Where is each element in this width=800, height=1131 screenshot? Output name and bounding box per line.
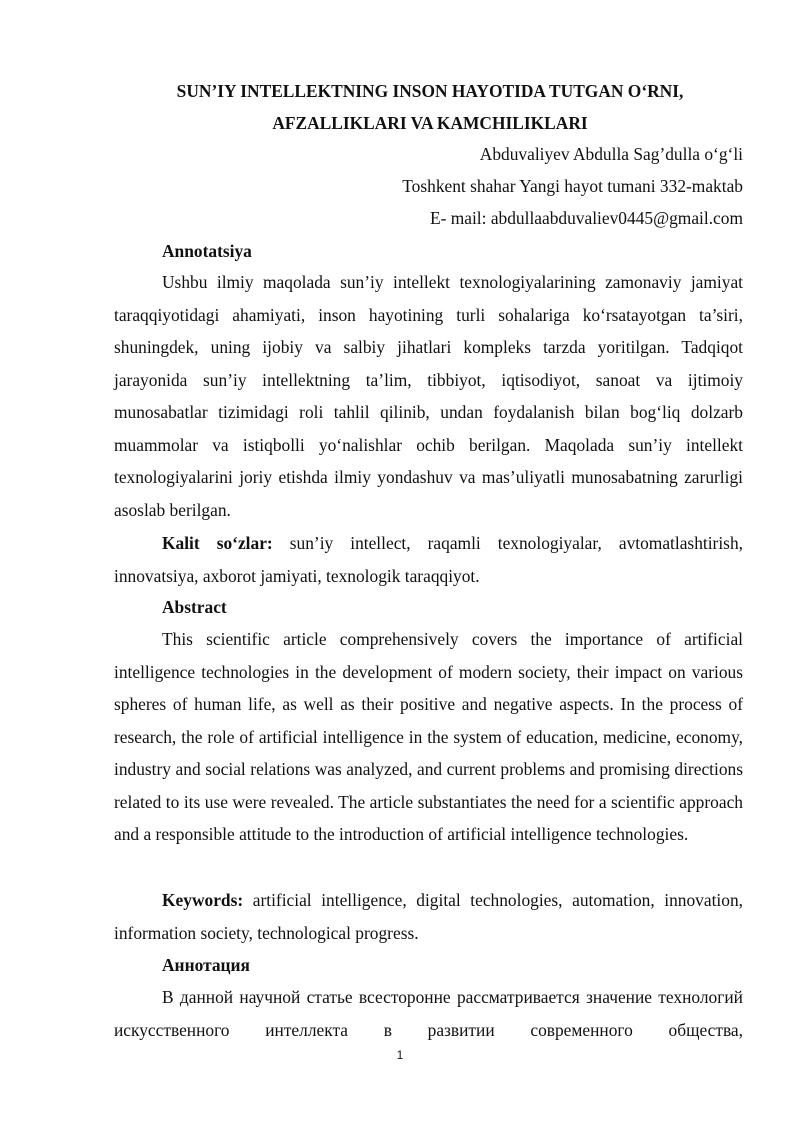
title-line-2: AFZALLIKLARI VA KAMCHILIKLARI	[272, 113, 588, 133]
annotatsiya-ru-heading: Аннотация	[162, 955, 250, 975]
author-affiliation: Toshkent shahar Yangi hayot tumani 332-maktab	[402, 176, 743, 196]
page-number: 1	[396, 1048, 404, 1062]
title-line-1: SUN’IY INTELLEKTNING INSON HAYOTIDA TUTGAN O‘RNI,	[176, 81, 684, 101]
author-name: Abduvaliyev Abdulla Sag’dulla o‘g‘li	[479, 144, 743, 164]
kalit-sozlar-paragraph	[114, 527, 743, 592]
keywords-text: artificial intelligence, digital technologies, automation, innovation, information society, technological progress.	[114, 890, 743, 943]
kalit-sozlar-text: sun’iy intellect, raqamli texnologiyalar, avtomatlashtirish, innovatsiya, axborot jamiyati, texnologik taraqqiyot.	[114, 533, 743, 586]
annotatsiya-heading: Annotatsiya	[162, 241, 252, 261]
abstract-text: This scientific article comprehensively covers the importance of artificial intelligence technologies in the development of modern society, their impact on various spheres of human life, as well as their positive and negative aspects. In the process of research, the role of artificial intelligence in the system of education, medicine, economy, industry and social relations was analyzed, and current problems and promising directions related to its use were revealed. The article substantiates the need for a scientific approach and a responsible attitude to the introduction of artificial intelligence technologies.	[114, 629, 743, 844]
abstract-heading: Abstract	[162, 597, 227, 617]
annotatsiya-text: Ushbu ilmiy maqolada sun’iy intellekt texnologiyalarining zamonaviy jamiyat taraqqiyotidagi ahamiyati, inson hayotining turli sohalariga ko‘rsatayotgan ta’siri, shuningdek, uning ijobiy va salbiy jihatlari kompleks tarzda yoritilgan. Tadqiqot jarayonida sun’iy intellektning ta’lim, tibbiyot, iqtisodiyot, sanoat va ijtimoiy munosabatlar tizimidagi roli tahlil qilinib, undan foydalanish bilan bog‘liq dolzarb muammolar va istiqbolli yo‘nalishlar ochib berilgan. Maqolada sun’iy intellekt texnologiyalarini joriy etishda ilmiy yondashuv va mas’uliyatli munosabatning zarurligi asoslab berilgan.	[114, 272, 743, 520]
annotatsiya-ru-text: В данной научной статье всесторонне рассматривается значение технологий искусственного интеллекта в развитии современного общества,	[114, 987, 743, 1040]
keywords-paragraph	[114, 884, 743, 949]
keywords-label: Keywords:	[162, 890, 244, 910]
kalit-sozlar-label: Kalit so‘zlar:	[162, 533, 273, 553]
author-email: E- mail: abdullaabduvaliev0445@gmail.com	[429, 208, 743, 228]
